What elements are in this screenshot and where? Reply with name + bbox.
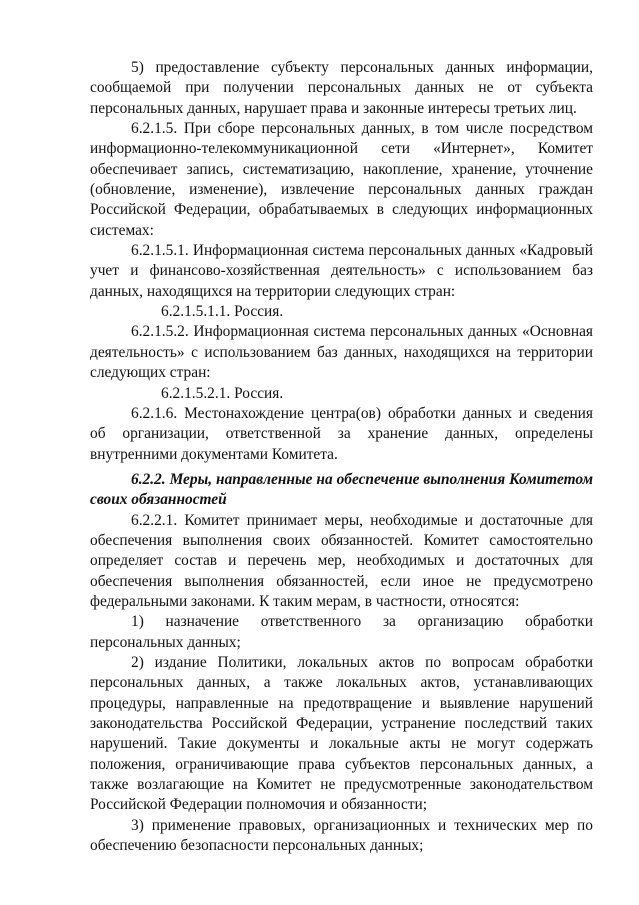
paragraph-6-2-2-1: 6.2.2.1. Комитет принимает меры, необходимые и достаточные для обеспечения выполнения своих обязанностей. Комитет самостоятельно определяет состав и перечень мер, необходимых и достаточных для обеспечения выполнения обязанностей, если иное не предусмотрено федеральными законами. К таким мерам, в частности, относятся: — [90, 511, 593, 610]
paragraph-measure-3: 3) применение правовых, организационных и технических мер по обеспечению безопасности персональных данных; — [90, 816, 593, 855]
paragraph-measure-2: 2) издание Политики, локальных актов по вопросам обработки персональных данных, а также локальных актов, устанавливающих процедуры, направленные на предотвращение и выявление нарушений законодательства Российской Федерации, устранение последствий таких нарушений. Такие документы и локальные акты не могут содержать положения, ограничивающие права субъектов персональных данных, а также возлагающие на Комитет не предусмотренные законодательством Российской Федерации полномочия и обязанности; — [90, 653, 593, 814]
paragraph-6-2-1-5: 6.2.1.5. При сборе персональных данных, в том числе посредством информационно-телекоммуникационной сети «Интернет», Комитет обеспечивает запись, систематизацию, накопление, хранение, уточнение (обновление, изменение), извлечение персональных данных граждан Российской Федерации, обрабатываемых в следующих информационных системах: — [90, 120, 593, 239]
section-heading-6-2-2: 6.2.2. Меры, направленные на обеспечение выполнения Комитетом своих обязанностей — [90, 470, 593, 509]
paragraph-measure-1: 1) назначение ответственного за организацию обработки персональных данных; — [90, 613, 593, 651]
paragraph-6-2-1-5-1-1: 6.2.1.5.1.1. Россия. — [161, 303, 284, 321]
paragraph-6-2-1-6: 6.2.1.6. Местонахождение центра(ов) обработки данных и сведения об организации, ответственной за хранение данных, определены внутренними документами Комитета. — [90, 404, 593, 463]
paragraph-item-5: 5) предоставление субъекту персональных данных информации, сообщаемой при получении персональных данных не от субъекта персональных данных, нарушает права и законные интересы третьих лиц. — [90, 59, 593, 117]
paragraph-6-2-1-5-1: 6.2.1.5.1. Информационная система персональных данных «Кадровый учет и финансово-хозяйственная деятельность» с использованием баз данных, находящихся на территории следующих стран: — [90, 242, 593, 300]
paragraph-6-2-1-5-2: 6.2.1.5.2. Информационная система персональных данных «Основная деятельность» с использованием баз данных, находящихся на территории следующих стран: — [90, 323, 593, 382]
paragraph-6-2-1-5-2-1: 6.2.1.5.2.1. Россия. — [161, 384, 284, 402]
document-page — [90, 58, 593, 856]
